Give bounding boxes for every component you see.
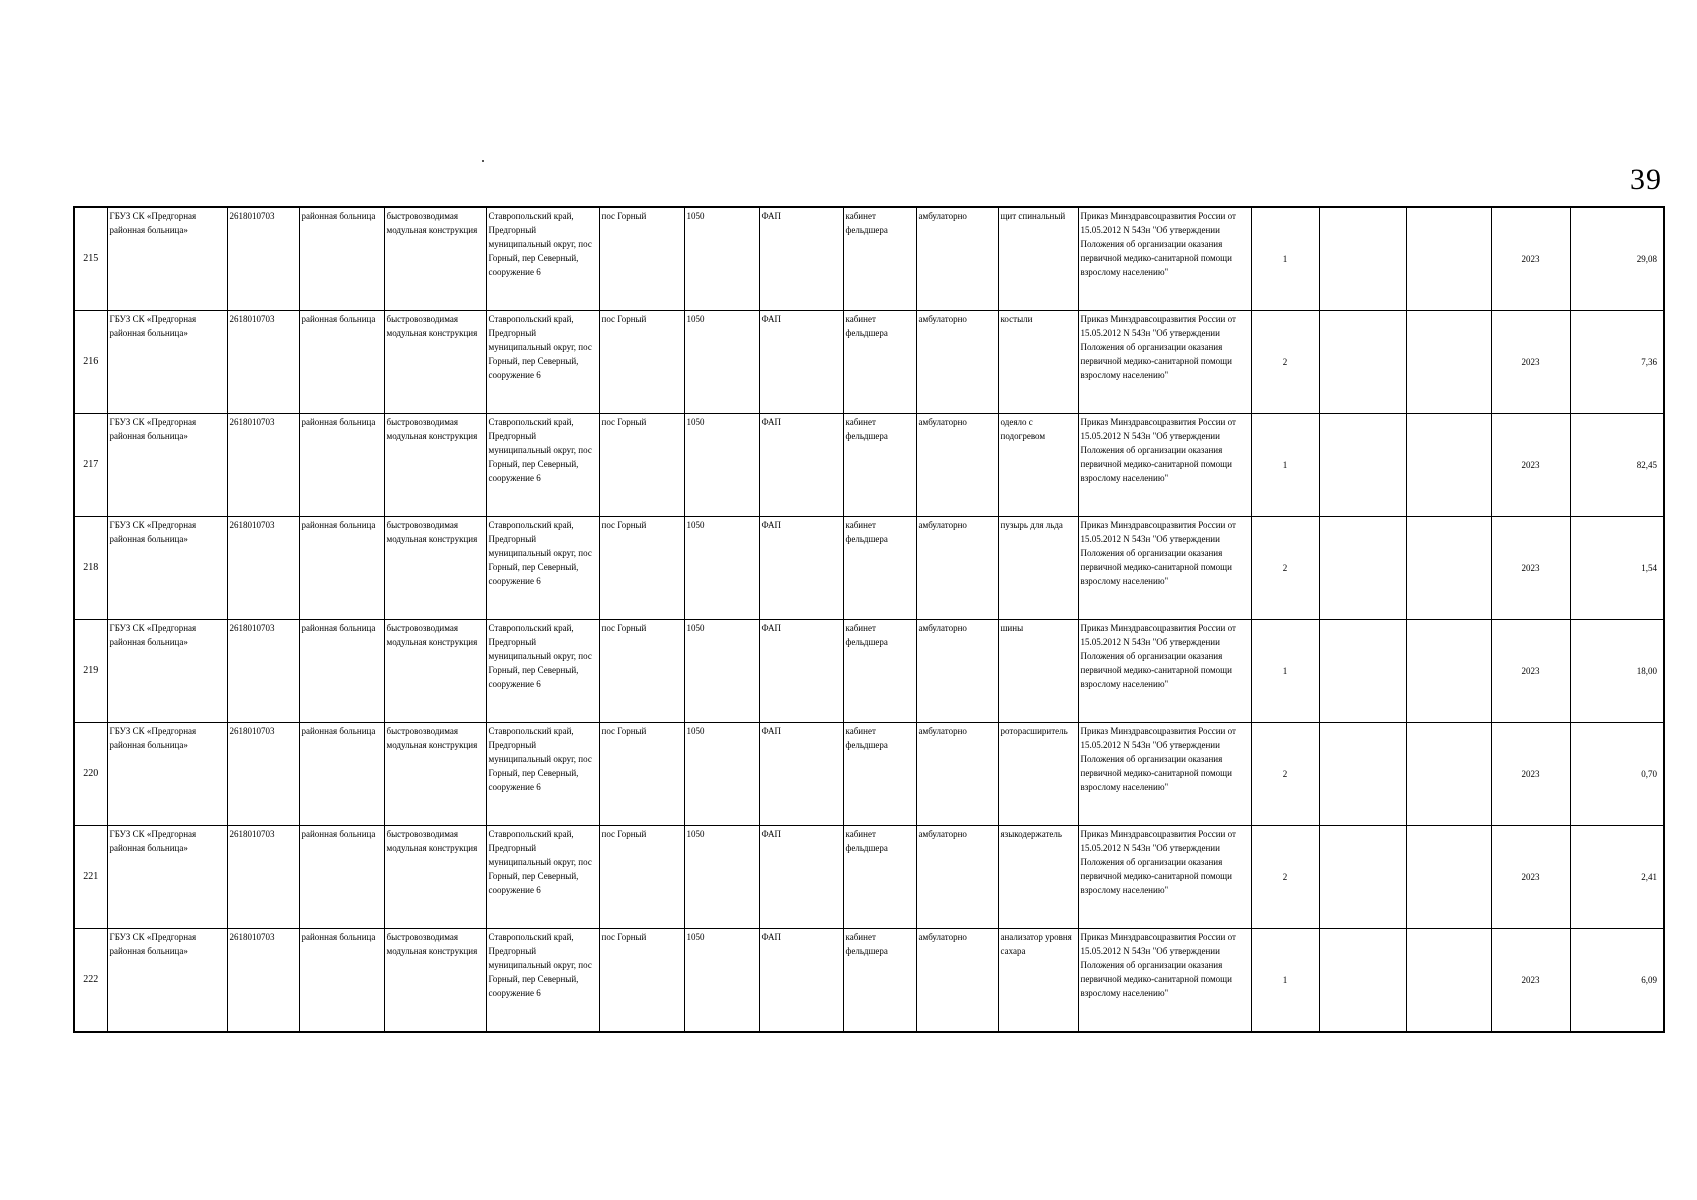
order-cell: Приказ Минздравсоцразвития России от 15.05.2012 N 543н "Об утверждении Положения об организации оказания первичной медико-санитарной помощи взрослому населению" (1078, 517, 1251, 620)
construction-cell: быстровозводимая модульная конструкция (384, 723, 486, 826)
code-cell: 2618010703 (227, 414, 299, 517)
scan-speck (482, 160, 484, 162)
address-cell: Ставропольский край, Предгорный муниципальный округ, пос Горный, пер Северный, сооружение 6 (486, 929, 599, 1033)
address-cell: Ставропольский край, Предгорный муниципальный округ, пос Горный, пер Северный, сооружение 6 (486, 620, 599, 723)
equipment-cell: анализатор уровня сахара (998, 929, 1078, 1033)
organization-cell: ГБУЗ СК «Предгорная районная больница» (107, 723, 227, 826)
order-cell: Приказ Минздравсоцразвития России от 15.05.2012 N 543н "Об утверждении Положения об организации оказания первичной медико-санитарной помощи взрослому населению" (1078, 723, 1251, 826)
quantity-cell: 1 (1251, 929, 1319, 1033)
settlement-cell: пос Горный (599, 311, 684, 414)
care-type-cell: амбулаторно (916, 826, 998, 929)
row-number: 219 (74, 620, 107, 723)
unit-cell: ФАП (759, 517, 843, 620)
equipment-registry-table (73, 206, 1665, 1033)
facility-type-cell: районная больница (299, 620, 384, 723)
year-cell: 2023 (1491, 311, 1570, 414)
address-cell: Ставропольский край, Предгорный муниципальный округ, пос Горный, пер Северный, сооружение 6 (486, 826, 599, 929)
empty-cell (1319, 517, 1406, 620)
year-cell: 2023 (1491, 207, 1570, 311)
equipment-cell: языкодержатель (998, 826, 1078, 929)
amount-cell: 2,41 (1570, 826, 1664, 929)
organization-cell: ГБУЗ СК «Предгорная районная больница» (107, 826, 227, 929)
equipment-cell: пузырь для льда (998, 517, 1078, 620)
care-type-cell: амбулаторно (916, 207, 998, 311)
organization-cell: ГБУЗ СК «Предгорная районная больница» (107, 517, 227, 620)
table-row (74, 311, 1664, 414)
care-type-cell: амбулаторно (916, 311, 998, 414)
settlement-cell: пос Горный (599, 723, 684, 826)
room-cell: кабинет фельдшера (843, 207, 916, 311)
equipment-cell: роторасширитель (998, 723, 1078, 826)
construction-cell: быстровозводимая модульная конструкция (384, 414, 486, 517)
address-cell: Ставропольский край, Предгорный муниципальный округ, пос Горный, пер Северный, сооружение 6 (486, 207, 599, 311)
row-number: 221 (74, 826, 107, 929)
construction-cell: быстровозводимая модульная конструкция (384, 620, 486, 723)
table-row (74, 723, 1664, 826)
organization-cell: ГБУЗ СК «Предгорная районная больница» (107, 929, 227, 1033)
population-cell: 1050 (684, 311, 759, 414)
table-row (74, 826, 1664, 929)
quantity-cell: 1 (1251, 620, 1319, 723)
address-cell: Ставропольский край, Предгорный муниципальный округ, пос Горный, пер Северный, сооружение 6 (486, 517, 599, 620)
empty-cell (1319, 723, 1406, 826)
empty-cell (1406, 207, 1491, 311)
quantity-cell: 2 (1251, 826, 1319, 929)
empty-cell (1406, 723, 1491, 826)
room-cell: кабинет фельдшера (843, 826, 916, 929)
address-cell: Ставропольский край, Предгорный муниципальный округ, пос Горный, пер Северный, сооружение 6 (486, 723, 599, 826)
empty-cell (1319, 620, 1406, 723)
empty-cell (1406, 414, 1491, 517)
year-cell: 2023 (1491, 723, 1570, 826)
room-cell: кабинет фельдшера (843, 723, 916, 826)
equipment-cell: шины (998, 620, 1078, 723)
facility-type-cell: районная больница (299, 517, 384, 620)
construction-cell: быстровозводимая модульная конструкция (384, 517, 486, 620)
quantity-cell: 1 (1251, 414, 1319, 517)
address-cell: Ставропольский край, Предгорный муниципальный округ, пос Горный, пер Северный, сооружение 6 (486, 311, 599, 414)
year-cell: 2023 (1491, 826, 1570, 929)
settlement-cell: пос Горный (599, 826, 684, 929)
room-cell: кабинет фельдшера (843, 517, 916, 620)
unit-cell: ФАП (759, 311, 843, 414)
empty-cell (1319, 311, 1406, 414)
care-type-cell: амбулаторно (916, 414, 998, 517)
facility-type-cell: районная больница (299, 414, 384, 517)
equipment-cell: одеяло с подогревом (998, 414, 1078, 517)
code-cell: 2618010703 (227, 207, 299, 311)
year-cell: 2023 (1491, 929, 1570, 1033)
facility-type-cell: районная больница (299, 723, 384, 826)
care-type-cell: амбулаторно (916, 620, 998, 723)
order-cell: Приказ Минздравсоцразвития России от 15.05.2012 N 543н "Об утверждении Положения об организации оказания первичной медико-санитарной помощи взрослому населению" (1078, 929, 1251, 1033)
row-number: 215 (74, 207, 107, 311)
code-cell: 2618010703 (227, 929, 299, 1033)
settlement-cell: пос Горный (599, 929, 684, 1033)
table-row (74, 620, 1664, 723)
empty-cell (1319, 929, 1406, 1033)
unit-cell: ФАП (759, 620, 843, 723)
room-cell: кабинет фельдшера (843, 414, 916, 517)
empty-cell (1319, 414, 1406, 517)
settlement-cell: пос Горный (599, 207, 684, 311)
facility-type-cell: районная больница (299, 311, 384, 414)
facility-type-cell: районная больница (299, 929, 384, 1033)
order-cell: Приказ Минздравсоцразвития России от 15.05.2012 N 543н "Об утверждении Положения об организации оказания первичной медико-санитарной помощи взрослому населению" (1078, 414, 1251, 517)
year-cell: 2023 (1491, 620, 1570, 723)
code-cell: 2618010703 (227, 620, 299, 723)
construction-cell: быстровозводимая модульная конструкция (384, 207, 486, 311)
order-cell: Приказ Минздравсоцразвития России от 15.05.2012 N 543н "Об утверждении Положения об организации оказания первичной медико-санитарной помощи взрослому населению" (1078, 207, 1251, 311)
code-cell: 2618010703 (227, 826, 299, 929)
care-type-cell: амбулаторно (916, 723, 998, 826)
order-cell: Приказ Минздравсоцразвития России от 15.05.2012 N 543н "Об утверждении Положения об организации оказания первичной медико-санитарной помощи взрослому населению" (1078, 311, 1251, 414)
facility-type-cell: районная больница (299, 207, 384, 311)
construction-cell: быстровозводимая модульная конструкция (384, 311, 486, 414)
organization-cell: ГБУЗ СК «Предгорная районная больница» (107, 311, 227, 414)
quantity-cell: 1 (1251, 207, 1319, 311)
empty-cell (1406, 517, 1491, 620)
population-cell: 1050 (684, 826, 759, 929)
room-cell: кабинет фельдшера (843, 929, 916, 1033)
amount-cell: 82,45 (1570, 414, 1664, 517)
population-cell: 1050 (684, 620, 759, 723)
amount-cell: 1,54 (1570, 517, 1664, 620)
amount-cell: 29,08 (1570, 207, 1664, 311)
quantity-cell: 2 (1251, 311, 1319, 414)
settlement-cell: пос Горный (599, 517, 684, 620)
organization-cell: ГБУЗ СК «Предгорная районная больница» (107, 620, 227, 723)
settlement-cell: пос Горный (599, 414, 684, 517)
empty-cell (1406, 311, 1491, 414)
settlement-cell: пос Горный (599, 620, 684, 723)
table-row (74, 207, 1664, 311)
empty-cell (1406, 620, 1491, 723)
room-cell: кабинет фельдшера (843, 620, 916, 723)
empty-cell (1319, 826, 1406, 929)
population-cell: 1050 (684, 517, 759, 620)
year-cell: 2023 (1491, 414, 1570, 517)
empty-cell (1406, 929, 1491, 1033)
population-cell: 1050 (684, 414, 759, 517)
order-cell: Приказ Минздравсоцразвития России от 15.05.2012 N 543н "Об утверждении Положения об организации оказания первичной медико-санитарной помощи взрослому населению" (1078, 620, 1251, 723)
row-number: 218 (74, 517, 107, 620)
table-row (74, 414, 1664, 517)
amount-cell: 6,09 (1570, 929, 1664, 1033)
population-cell: 1050 (684, 929, 759, 1033)
organization-cell: ГБУЗ СК «Предгорная районная больница» (107, 207, 227, 311)
room-cell: кабинет фельдшера (843, 311, 916, 414)
unit-cell: ФАП (759, 826, 843, 929)
row-number: 222 (74, 929, 107, 1033)
row-number: 217 (74, 414, 107, 517)
construction-cell: быстровозводимая модульная конструкция (384, 826, 486, 929)
unit-cell: ФАП (759, 723, 843, 826)
table-row (74, 517, 1664, 620)
unit-cell: ФАП (759, 207, 843, 311)
table-row (74, 929, 1664, 1033)
amount-cell: 18,00 (1570, 620, 1664, 723)
amount-cell: 0,70 (1570, 723, 1664, 826)
empty-cell (1319, 207, 1406, 311)
page-number: 39 (1630, 163, 1662, 196)
empty-cell (1406, 826, 1491, 929)
code-cell: 2618010703 (227, 311, 299, 414)
population-cell: 1050 (684, 723, 759, 826)
population-cell: 1050 (684, 207, 759, 311)
code-cell: 2618010703 (227, 517, 299, 620)
quantity-cell: 2 (1251, 723, 1319, 826)
equipment-cell: щит спинальный (998, 207, 1078, 311)
equipment-cell: костыли (998, 311, 1078, 414)
code-cell: 2618010703 (227, 723, 299, 826)
facility-type-cell: районная больница (299, 826, 384, 929)
care-type-cell: амбулаторно (916, 929, 998, 1033)
care-type-cell: амбулаторно (916, 517, 998, 620)
quantity-cell: 2 (1251, 517, 1319, 620)
amount-cell: 7,36 (1570, 311, 1664, 414)
row-number: 216 (74, 311, 107, 414)
year-cell: 2023 (1491, 517, 1570, 620)
unit-cell: ФАП (759, 414, 843, 517)
address-cell: Ставропольский край, Предгорный муниципальный округ, пос Горный, пер Северный, сооружение 6 (486, 414, 599, 517)
order-cell: Приказ Минздравсоцразвития России от 15.05.2012 N 543н "Об утверждении Положения об организации оказания первичной медико-санитарной помощи взрослому населению" (1078, 826, 1251, 929)
construction-cell: быстровозводимая модульная конструкция (384, 929, 486, 1033)
unit-cell: ФАП (759, 929, 843, 1033)
row-number: 220 (74, 723, 107, 826)
organization-cell: ГБУЗ СК «Предгорная районная больница» (107, 414, 227, 517)
